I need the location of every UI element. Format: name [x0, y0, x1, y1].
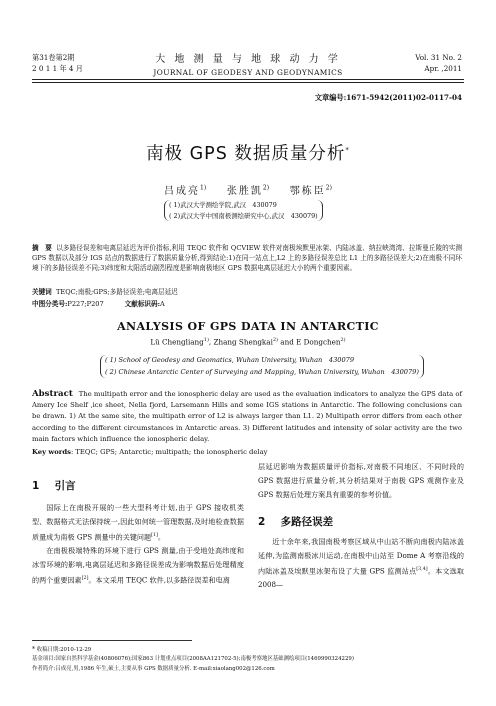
affiliations-en: [100, 355, 424, 378]
author-name-en: and E Dongchen: [278, 337, 341, 347]
paper-title-cn: [0, 140, 496, 165]
keywords-text-cn: TEQC;南极;GPS;多路径误差;电离层延迟: [55, 288, 178, 296]
author-list-en: [0, 337, 496, 346]
footnote-text: 收稿日期:2010-12-29: [36, 647, 92, 653]
affiliations-cn: [164, 200, 323, 221]
body-left-column: [32, 468, 244, 587]
article-number: 文章编号:1671-5942(2011)02-0117-04: [314, 93, 462, 102]
affiliation-line-en: ( 1) School of Geodesy and Geomatics, Wuhan University, Wuhan 430079: [105, 356, 355, 364]
author-name: 鄂栋臣: [289, 186, 326, 197]
author-name-en: Lü Chengliang: [150, 337, 204, 347]
author-list-cn: [0, 182, 496, 197]
paragraph-text: 。: [157, 532, 166, 542]
author-sup: 2): [262, 184, 270, 192]
paper-title-en: ANALYSIS OF GPS DATA IN ANTARCTIC: [117, 320, 379, 333]
abstract-label-cn: 摘 要: [32, 244, 52, 252]
classification: [32, 298, 165, 308]
keywords-label-cn: 关键词: [32, 288, 52, 296]
volume-en: Vol. 31 No. 2: [415, 53, 462, 62]
author-sup-en: 1): [203, 337, 209, 343]
citation: [1]: [151, 532, 158, 538]
title-footnote-mark: *: [345, 146, 350, 155]
section-heading: [32, 474, 244, 493]
paragraph-text: 。本文采用 TEQC 软件,以多路径误差和电离: [88, 575, 230, 585]
paragraph-text: 近十余年来,我国南极考察区域从中山站不断向南极内陆冰盖延伸,为监测南极冰川运动,在南极中山站至 Dome A 考察沿线的内陆冰盖及埃默里冰架布设了大量 GPS 监测站点: [258, 536, 464, 575]
keywords-en: [32, 448, 267, 456]
date-en: Apr. ,2011: [424, 64, 462, 73]
date-cn: 2 0 1 1 年 4 月: [32, 64, 83, 73]
affiliation-line: ( 1)武汉大学测绘学院,武汉 430079: [169, 201, 277, 209]
keywords-text-en: : TEQC; GPS; Antarctic; multipath; the ionospheric delay: [70, 448, 268, 456]
section-number: 2: [258, 515, 266, 528]
footnote-funding: 基金项目:国家自然科学基金(40806076);国家863 计划重点项目(2008AA121702-5);南极考察地区基础测绘项目(1469990324229): [32, 656, 354, 663]
citation: [2]: [81, 575, 89, 581]
abstract-en: [32, 389, 462, 445]
abstract-label-en: Abstract: [32, 389, 73, 399]
paragraph-text: 层延迟影响为数据质量评价指标,对南极不同地区、不同时段的 GPS 数据进行质量分析,其分析结果对于南极 GPS 观测作业及 GPS 数据后处理方案具有重要的参考价值。: [258, 462, 464, 499]
footnotes: [32, 645, 462, 674]
author-sup: 2): [325, 184, 332, 192]
author-name: 张胜凯: [226, 186, 263, 197]
footnote-rule: [32, 640, 192, 641]
author-name: 吕成亮: [164, 186, 201, 197]
title-text: 南极 GPS 数据质量分析: [146, 144, 346, 164]
abstract-text-cn: 以多路径误差和电离层延迟为评价指标,利用 TEQC 软件和 QCVIEW 软件对南极埃默里冰架、内陆冰盖、纳拉峡湾湾、拉斯曼丘陵的实测 GPS 数据以及部分 IGS 站点的数据进行了数据质量分析,得到结论:1)在同一站点上,L2 上的多路径误差总比 L1 上的多路径误差大;2)在南极不同环境下的多路径误差不同;3)纬度和太阳活动剧烈程度是影响南极地区 GPS 数据电离层延迟大小的两个重要因素。: [32, 244, 462, 273]
doc-code: A: [160, 300, 165, 308]
author-sup-en: 2): [340, 337, 346, 343]
abstract-text-en: The multipath error and the ionospheric delay are used as the evaluation indicators to analyze the GPS data of Amery Ice Shelf ,ice sheet, Nella fjord, Larsemann Hills and some IGS stations in Antarctic. The following conclusions can be drawn. 1) At the same site, the multipath error of L2 is always larger than L1. 2) Multipath error differs from each other according to the different circumstances in Antarctic areas. 3) Different latitudes and intensity of solar activity are the two main factors which influence the ionospheric delay.: [32, 390, 462, 443]
paragraph: [258, 460, 464, 502]
paragraph: [32, 544, 244, 587]
journal-name-en: JOURNAL OF GEODESY AND GEODYNAMICS: [153, 68, 343, 77]
header-rule: [32, 79, 464, 80]
paragraph-text: 。本文选取 2008—: [258, 565, 465, 589]
doc-code-label: 文献标识码:: [124, 300, 161, 308]
paragraph-text: 国际上在南极开展的一些大型科考计划,由于 GPS 接收机类型、数据格式无法保持统一,因此如何统一管理数据,及时地检查数据质量成为南极 GPS 测量中的关键问题: [32, 503, 244, 542]
section-title: 多路径误差: [280, 515, 334, 528]
affiliation-line-en: ( 2) Chinese Antarctic Center of Surveying and Mapping, Wuhan University, Wuhan 430079): [105, 367, 419, 376]
section-number: 1: [32, 480, 40, 492]
paragraph-text: 在南极极端特殊的环境下进行 GPS 测量,由于受地处高纬度和冰雪环境的影响,电离层延迟和多路径误差成为影响数据后处理精度的两个重要因素: [32, 546, 244, 585]
header-right: [415, 52, 462, 74]
clc-number: P227;P207: [67, 300, 104, 308]
header-rule-thin: [32, 82, 464, 83]
body-right-column: [258, 460, 464, 592]
paragraph: [258, 535, 464, 592]
citation: [3,4]: [416, 566, 428, 572]
footnote-mark: *: [32, 646, 35, 653]
author-name-en: , Zhang Shengkai: [208, 337, 273, 347]
section-title: 引言: [54, 480, 76, 492]
clc-label: 中图分类号:: [32, 300, 68, 308]
section-heading: [258, 510, 464, 529]
volume-cn: 第31卷第2期: [32, 53, 75, 62]
author-sup-en: 2): [272, 337, 279, 343]
abstract-cn: [32, 243, 462, 274]
footnote-received: [32, 645, 462, 655]
footnote-author: 作者简介:吕成亮,男,1986 年生,硕士,主要从事 GPS 数据质量分析. E-mail:xiaolang002@126.com: [32, 665, 275, 672]
author-sup: 1): [200, 184, 207, 192]
journal-name-cn: 大 地 测 量 与 地 球 动 力 学: [155, 54, 341, 65]
affiliation-line: ( 2)武汉大学中国南极测绘研究中心,武汉 430079): [169, 211, 318, 220]
paragraph: [32, 501, 244, 544]
keywords-cn: [32, 286, 178, 296]
keywords-label-en: Key words: [32, 448, 71, 456]
